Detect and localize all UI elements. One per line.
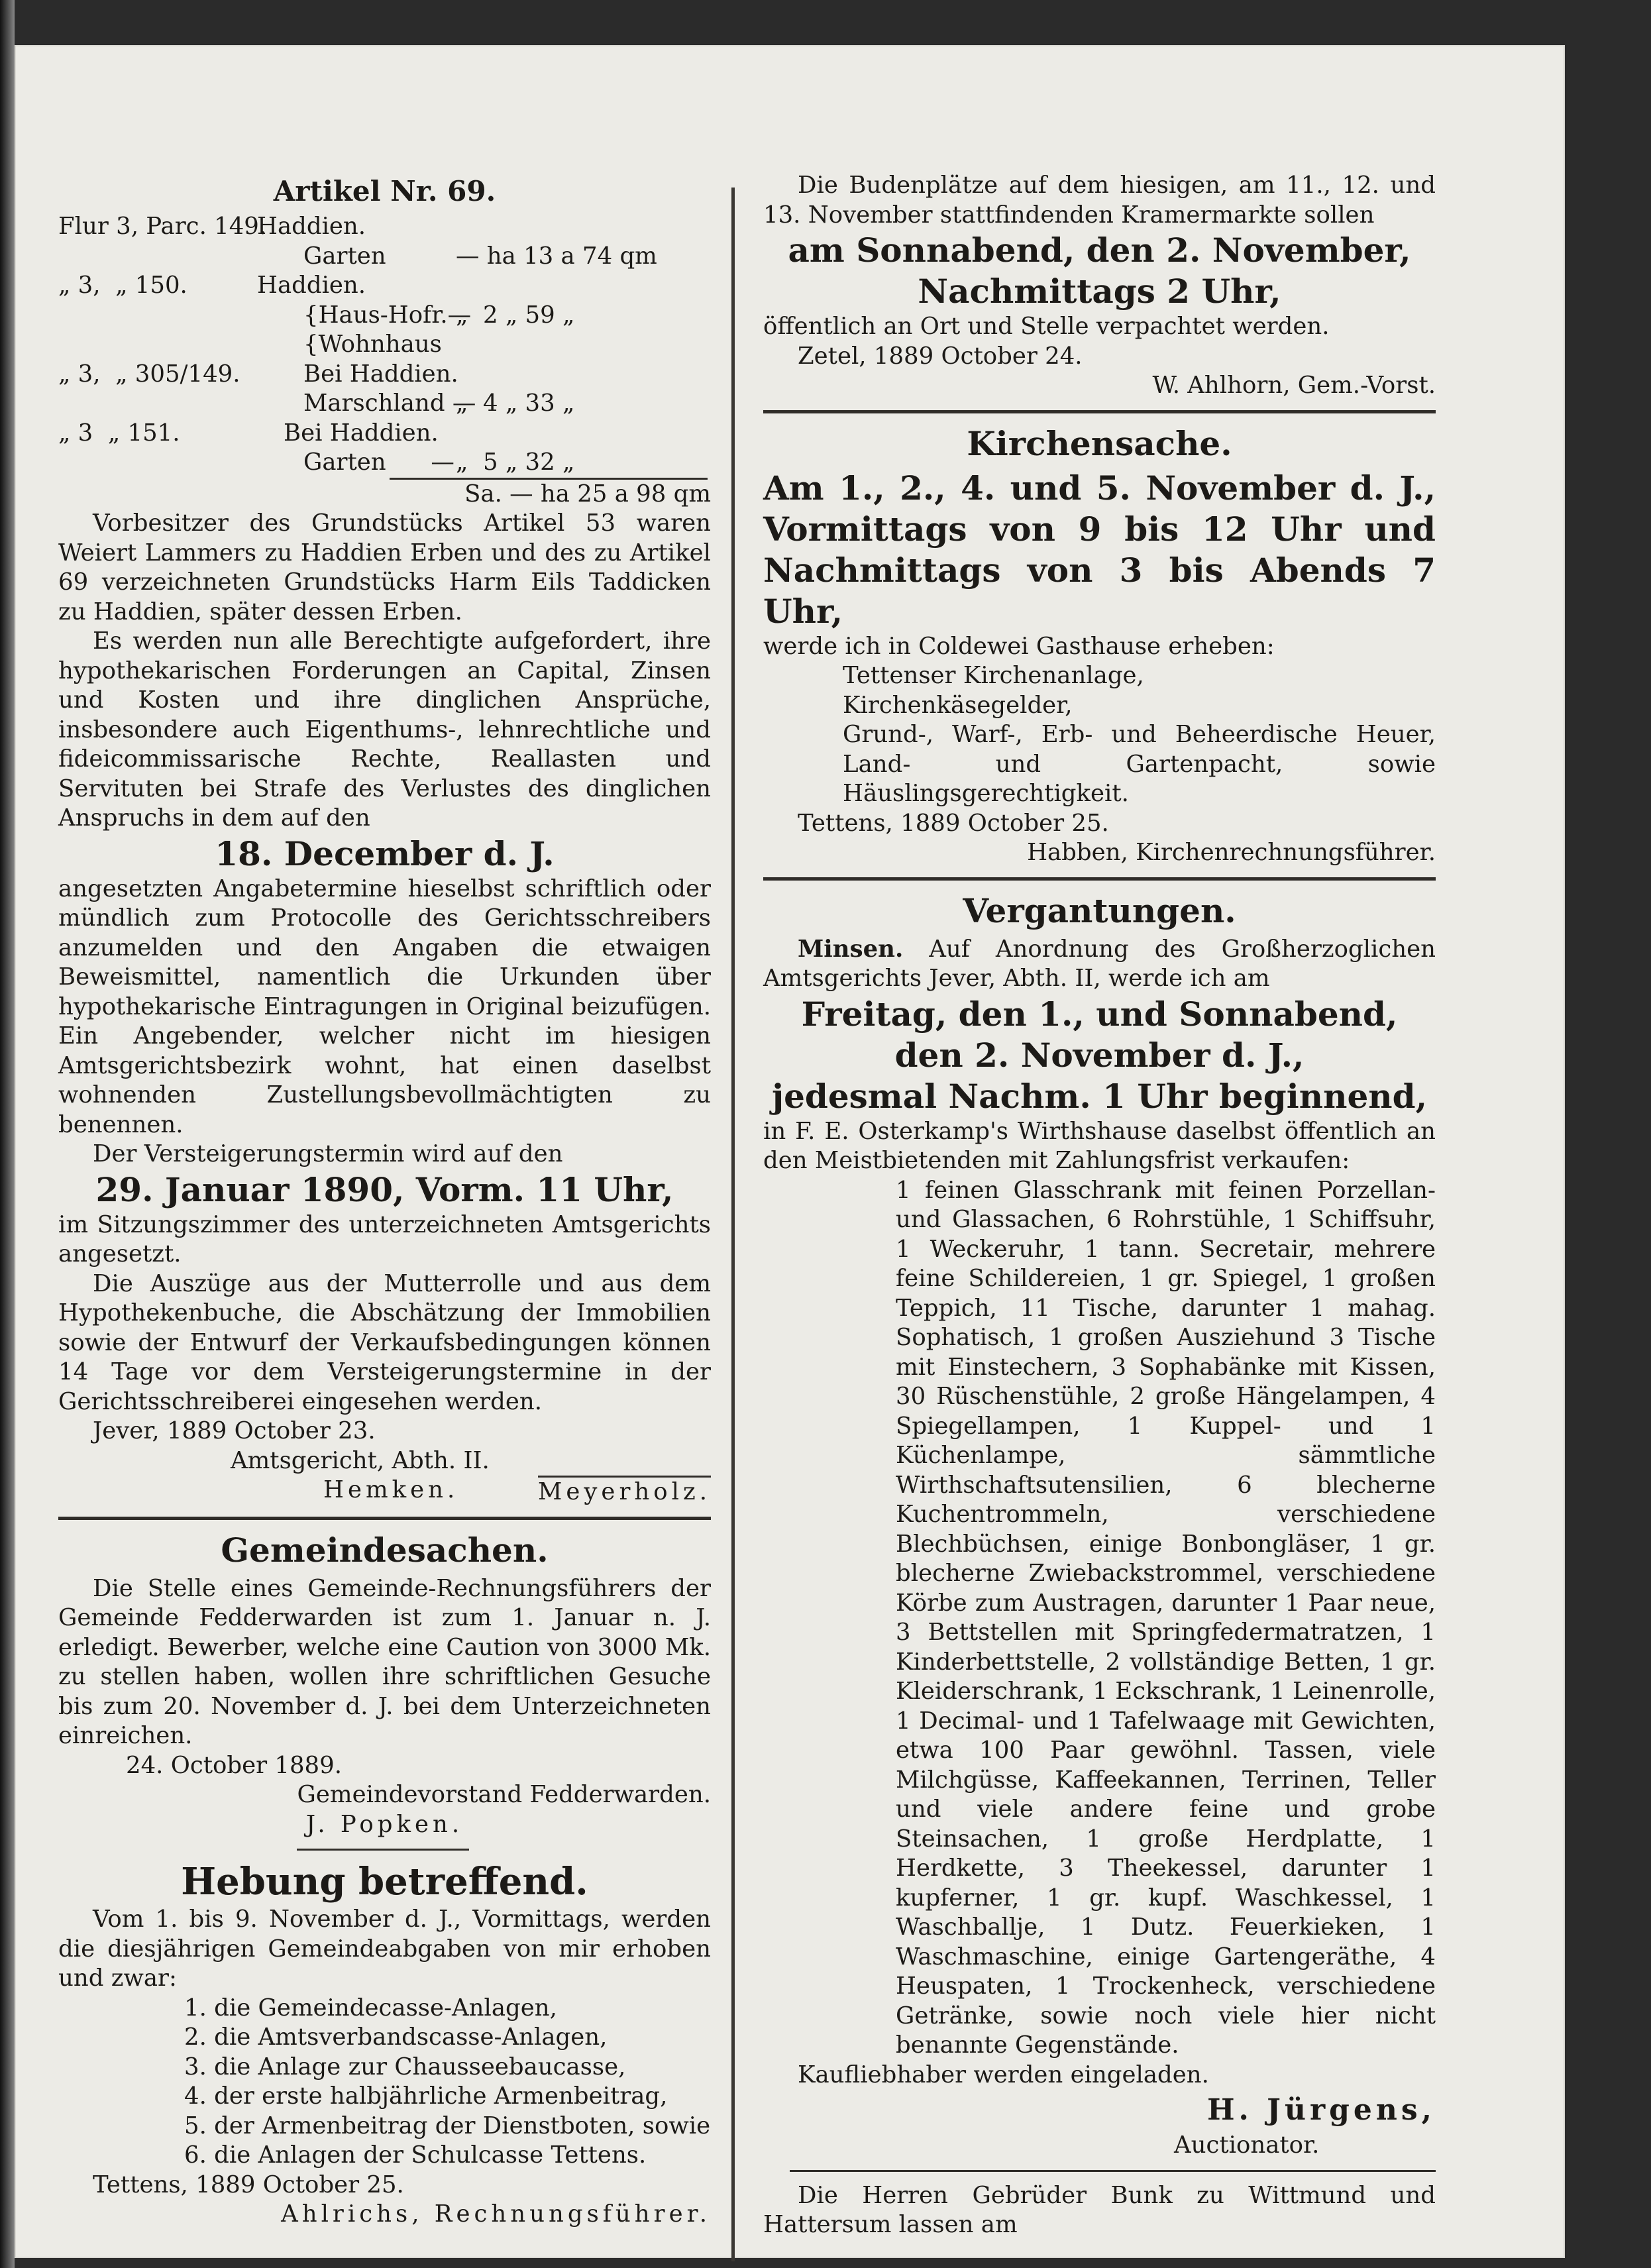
parcel-place: {Haus-Hofr.— [303, 301, 472, 329]
parcel-place: Garten — [303, 449, 454, 476]
signature: J. Popken. [305, 1810, 464, 1838]
parcel-id [58, 242, 303, 272]
place-date: 24. October 1889. [126, 1751, 342, 1779]
signature-title: Auctionator. [1174, 2132, 1320, 2159]
date-highlight: 29. Januar 1890, Vorm. 11 Uhr, [95, 1169, 674, 1209]
left-column [58, 171, 711, 2230]
section-heading: Gemeindesachen. [221, 1530, 549, 1570]
date-highlight: Freitag, den 1., und Sonnabend, [801, 994, 1398, 1034]
court-name: Amtsgericht, Abth. II. [231, 1446, 490, 1474]
section-rule [58, 1517, 711, 1520]
list-item: 5. der Armenbeitrag der Dienstboten, sowie [184, 2112, 711, 2139]
date-highlight: am Sonnabend, den 2. November, [788, 231, 1411, 270]
signature: Ahlrichs, Rechnungsführer. [281, 2200, 711, 2228]
parcel-id: „ 3 „ 151. [58, 419, 180, 447]
list-item: Grund-, Warf-, Erb- und Beheerdische Heuer, Land- und Gartenpacht, sowie Häuslingsgerechtigkeit. [843, 721, 1436, 807]
parcel-place: {Wohnhaus [303, 331, 442, 358]
list-item: 6. die Anlagen der Schulcasse Tettens. [184, 2141, 647, 2169]
parcel-id [58, 330, 303, 360]
section-heading: Vergantungen. [963, 891, 1236, 930]
list-item: Kirchenkäsegelder, [843, 691, 1073, 719]
paragraph: Kaufliebhaber werden eingeladen. [798, 2061, 1209, 2088]
section-heading: Hebung betreffend. [181, 1860, 588, 1904]
parcel-id [58, 389, 303, 419]
section-heading: Kirchensache. [967, 423, 1232, 463]
paragraph: angesetzten Angabetermine hieselbst schriftlich oder mündlich zum Protocolle des Gerichtsschreibers anzumelden und den Angaben die etwaigen Beweismittel, namentlich die Urkunden über hypothekarische Eintragungen in Original beizufügen. Ein Angebender, welcher nicht im hiesigen Amtsgerichtsbezirk wohnt, hat einen daselbst wohnenden Zustellungsbevollmächtigten zu benennen. [58, 875, 711, 1138]
parcel-row [58, 212, 711, 242]
parcel-id: Flur 3, Parc. 149. [58, 213, 267, 240]
place-date: Jever, 1889 October 23. [93, 1417, 376, 1444]
parcel-id [58, 301, 303, 331]
paragraph: Die Budenplätze auf dem hiesigen, am 11., 12. und 13. November stattfindenden Kramermarkte sollen [763, 172, 1436, 229]
signature-line [58, 1476, 711, 1507]
parcel-place: Bei Haddien. [303, 360, 458, 388]
date-highlight: Nachmittags 2 Uhr, [918, 272, 1281, 311]
paragraph: Die Herren Gebrüder Bunk zu Wittmund und Hattersum lassen am [763, 2181, 1436, 2238]
place-lead: Minsen. [798, 935, 904, 963]
parcel-place: Haddien. [257, 272, 366, 299]
parcel-row [58, 330, 711, 360]
date-highlight: jedesmal Nachm. 1 Uhr beginnend, [771, 1076, 1427, 1116]
paragraph: Die Auszüge aus der Mutterrolle und aus dem Hypothekenbuche, die Abschätzung der Immobilien sowie der Entwurf der Verkaufsbedingungen können 14 Tage vor dem Versteigerungstermine in der Gerichtsschreiberei eingesehen werden. [58, 1269, 711, 1415]
column-divider [731, 188, 735, 2261]
list-item: 1. die Gemeindecasse-Anlagen, [184, 1994, 557, 2022]
paragraph-text: Auf Anordnung des Großherzoglichen Amtsgerichts Jever, Abth. II, werde ich am [763, 935, 1436, 992]
paragraph: Es werden nun alle Berechtigte aufgefordert, ihre hypothekarischen Forderungen an Capital, Zinsen und Kosten und ihre dinglichen Ansprüche, insbesondere auch Eigenthums-, lehnrechtliche und fideicommissarische Rechte, Reallasten und Servituten bei Strafe des Verlustes des dinglichen Anspruchs in dem auf den [58, 627, 711, 832]
list-item: Tettenser Kirchenanlage, [843, 662, 1144, 689]
paragraph: werde ich in Coldewei Gasthause erheben: [763, 632, 1275, 660]
paragraph [763, 935, 1436, 994]
parcel-row [58, 448, 711, 478]
tax-list [58, 1994, 711, 2171]
parcel-row [58, 389, 711, 419]
paragraph: Der Versteigerungstermin wird auf den [93, 1140, 563, 1167]
book-spine [0, 0, 15, 2268]
parcel-area: „ 4 „ 33 „ [456, 390, 575, 417]
signature: W. Ahlhorn, Gem.-Vorst. [1152, 372, 1436, 399]
place-date: Tettens, 1889 October 25. [798, 809, 1109, 837]
list-item: 3. die Anlage zur Chausseebaucasse, [184, 2053, 626, 2080]
paragraph: öffentlich an Ort und Stelle verpachtet werden. [763, 313, 1330, 340]
date-highlight: Am 1., 2., 4. und 5. November d. J., Vormittags von 9 bis 12 Uhr und Nachmittags von 3 bis Abends 7 Uhr, [763, 468, 1436, 631]
parcel-id: „ 3, „ 150. [58, 272, 187, 299]
parcel-place: Marschland — [303, 390, 476, 417]
auction-items: 1 feinen Glasschrank mit feinen Porzellan- und Glassachen, 6 Rohrstühle, 1 Schiffsuhr, 1 Weckeruhr, 1 tann. Secretair, mehrere feine Schildereien, 1 gr. Spiegel, 1 großen Teppich, 11 Tische, darunter 1 mahag. Sophatisch, 1 großen Ausziehund 3 Tische mit Einstechern, 3 Sophabänke mit Kissen, 30 Rüschenstühle, 2 große Hängelampen, 4 Spiegellampen, 1 Kuppel- und 1 Küchenlampe, sämmtliche Wirthschaftsutensilien, 6 blecherne Kuchentrommeln, verschiedene Blechbüchsen, einige Bonbongläser, 1 gr. blecherne Zwiebackstrommel, verschiedene Körbe zum Austragen, darunter 1 Paar neue, 3 Bettstellen mit Springfedermatratzen, 1 Kinderbettstelle, 2 vollständige Betten, 1 gr. Kleiderschrank, 1 Eckschrank, 1 Leinenrolle, 1 Decimal- und 1 Tafelwaage mit Gewichten, etwa 100 Paar gewöhnl. Tassen, viele Milchgüsse, Kaffeekannen, Terrinen, Teller und viele andere feine und grobe Steinsachen, 1 große Herdplatte, 1 Herdkette, 3 Theekessel, darunter 1 kupferner, 1 gr. kupf. Waschkessel, 1 Waschballje, 1 Dutz. Feuerkieken, 1 Waschmaschine, einige Gartengeräthe, 4 Heuspaten, 1 Trockenheck, verschiedene Getränke, sowie noch viele hier nicht benannte Gegenstände. [896, 1176, 1436, 2059]
parcel-row [58, 419, 711, 449]
signature: Habben, Kirchenrechnungsführer. [1027, 839, 1436, 866]
short-rule [297, 1849, 469, 1851]
newspaper-page [15, 45, 1565, 2258]
date-highlight: den 2. November d. J., [894, 1035, 1305, 1075]
signature: Gemeindevorstand Fedderwarden. [297, 1781, 711, 1808]
parcel-row [58, 242, 711, 272]
paragraph: im Sitzungszimmer des unterzeichneten Amtsgerichts angesetzt. [58, 1211, 711, 1268]
signature: H. Jürgens, [1206, 2093, 1436, 2127]
parcel-table [58, 212, 711, 509]
right-column [763, 171, 1436, 2240]
church-list [763, 661, 1436, 809]
section-rule [763, 410, 1436, 413]
paragraph: Vorbesitzer des Grundstücks Artikel 53 waren Weiert Lammers zu Haddien Erben und des zu Artikel 69 verzeichneten Grundstücks Harm Eils Taddicken zu Haddien, später dessen Erben. [58, 510, 711, 625]
signature: Meyerholz. [538, 1476, 711, 1507]
paragraph: in F. E. Osterkamp's Wirthshause daselbst öffentlich an den Meistbietenden mit Zahlungsfrist verkaufen: [763, 1117, 1436, 1174]
parcel-id: „ 3, „ 305/149. [58, 360, 240, 388]
parcel-row [58, 301, 711, 331]
parcel-id [58, 448, 303, 478]
parcel-area: „ 2 „ 59 „ [456, 301, 575, 329]
parcel-area: „ 5 „ 32 „ [456, 449, 575, 476]
parcel-area: — ha 13 a 74 qm [456, 242, 657, 270]
artikel-heading: Artikel Nr. 69. [273, 175, 496, 207]
list-item: 4. der erste halbjährliche Armenbeitrag, [184, 2082, 668, 2110]
paragraph: Vom 1. bis 9. November d. J., Vormittags, werden die diesjährigen Gemeindeabgaben von mir erhoben und zwar: [58, 1906, 711, 1992]
parcel-place: Garten [303, 242, 386, 270]
signature: Hemken. [323, 1476, 459, 1503]
parcel-place: Bei Haddien. [284, 419, 439, 447]
section-rule [790, 2170, 1436, 2172]
date-highlight: 18. December d. J. [215, 834, 555, 873]
parcel-sum: Sa. — ha 25 a 98 qm [464, 480, 711, 508]
place-date: Tettens, 1889 October 25. [93, 2171, 404, 2198]
place-date: Zetel, 1889 October 24. [798, 342, 1083, 370]
parcel-row [58, 360, 711, 390]
parcel-place: Haddien. [257, 213, 366, 240]
parcel-row [58, 271, 711, 301]
list-item: 2. die Amtsverbandscasse-Anlagen, [184, 2024, 608, 2051]
section-rule [763, 877, 1436, 881]
paragraph: Die Stelle eines Gemeinde-Rechnungsführers der Gemeinde Fedderwarden ist zum 1. Januar n. J. erledigt. Bewerber, welche eine Caution von 3000 Mk. zu stellen haben, wollen ihre schriftlichen Gesuche bis zum 20. November d. J. bei dem Unterzeichneten einreichen. [58, 1574, 711, 1749]
